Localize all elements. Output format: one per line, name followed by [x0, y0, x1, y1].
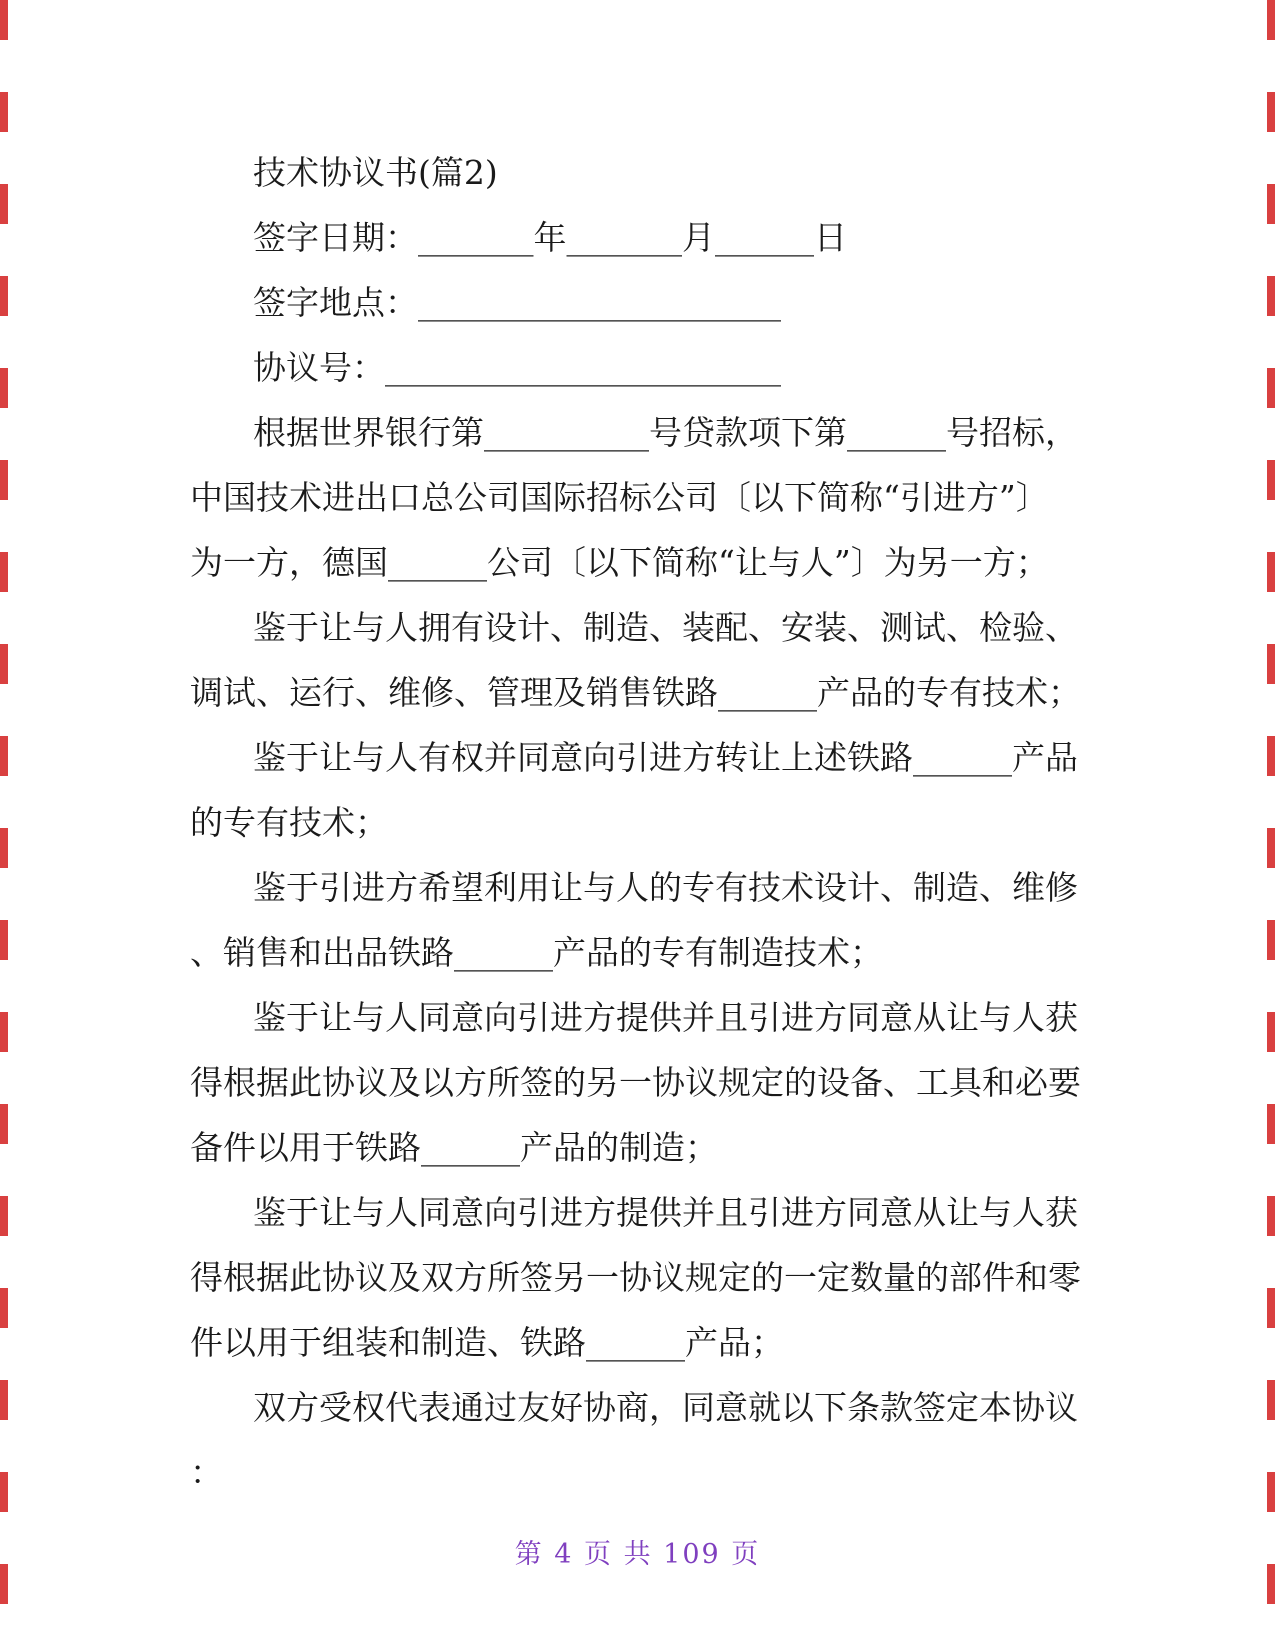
text-line: 、销售和出品铁路______产品的专有制造技术；	[190, 933, 883, 972]
text-line: 调试、运行、维修、管理及销售铁路______产品的专有技术；	[190, 673, 1081, 712]
signing-place-line: 签字地点：______________________	[253, 283, 781, 322]
text-line: 得根据此协议及以方所签的另一协议规定的设备、工具和必要	[190, 1063, 1081, 1102]
text-line: 鉴于让与人有权并同意向引进方转让上述铁路______产品	[253, 738, 1078, 777]
document-body	[190, 140, 1190, 1505]
text-line: 鉴于让与人同意向引进方提供并且引进方同意从让与人获	[253, 1193, 1078, 1232]
text-line: 双方受权代表通过友好协商，同意就以下条款签定本协议	[253, 1388, 1078, 1427]
text-line: 得根据此协议及双方所签另一协议规定的一定数量的部件和零	[190, 1258, 1081, 1297]
signing-date-line: 签字日期：_______年_______月______日	[253, 218, 847, 257]
text-line: 中国技术进出口总公司国际招标公司〔以下简称“引进方”〕	[190, 478, 1049, 517]
text-line: 鉴于引进方希望利用让与人的专有技术设计、制造、维修	[253, 868, 1078, 907]
text-line: 的专有技术；	[190, 803, 388, 842]
right-trim-marks	[1267, 0, 1275, 1650]
page-number-footer: 第 4 页 共 109 页	[514, 1539, 761, 1570]
text-line: ：	[190, 1453, 223, 1492]
text-line: 为一方，德国______公司〔以下简称“让与人”〕为另一方；	[190, 543, 1049, 582]
text-line: 鉴于让与人同意向引进方提供并且引进方同意从让与人获	[253, 998, 1078, 1037]
agreement-number-line: 协议号：________________________	[253, 348, 781, 387]
text-line: 鉴于让与人拥有设计、制造、装配、安装、测试、检验、	[253, 608, 1078, 647]
document-title: 技术协议书(篇2)	[253, 153, 498, 192]
text-line: 件以用于组装和制造、铁路______产品；	[190, 1323, 784, 1362]
left-trim-marks	[0, 0, 8, 1650]
text-line: 根据世界银行第__________号贷款项下第______号招标，	[253, 413, 1078, 452]
text-line: 备件以用于铁路______产品的制造；	[190, 1128, 718, 1167]
